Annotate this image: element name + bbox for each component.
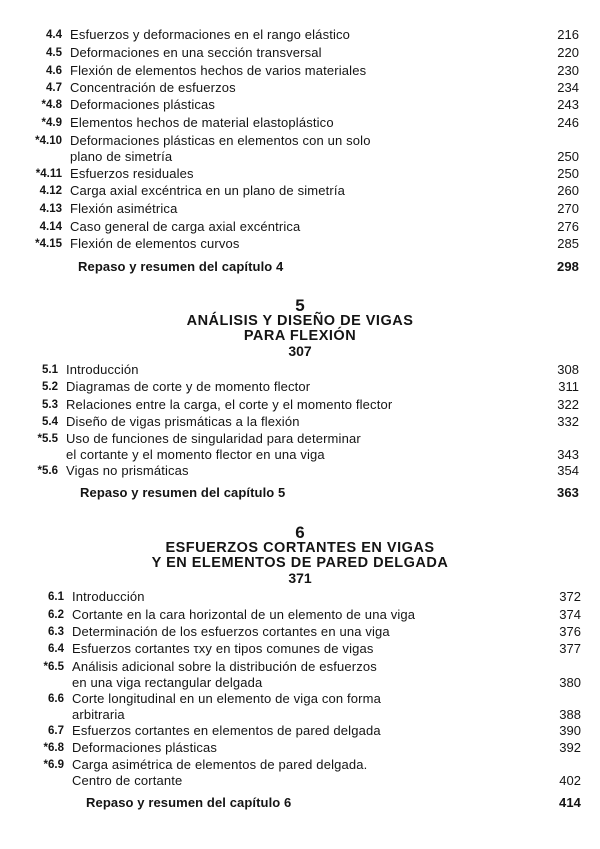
toc-entry <box>30 397 579 413</box>
title-line: Esfuerzos residuales <box>70 166 194 181</box>
section-title <box>72 740 581 756</box>
chapter-number: 6 <box>295 523 305 542</box>
title-line: Diagramas de corte y de momento flector <box>66 379 311 394</box>
section-title <box>70 27 579 43</box>
title-line: Centro de cortante <box>72 773 183 788</box>
section-number: *6.5 <box>43 661 64 673</box>
section-title <box>66 431 579 463</box>
page-number: 380 <box>559 675 581 690</box>
title-line: en una viga rectangular delgada <box>72 675 263 690</box>
section-number: 4.13 <box>39 203 62 215</box>
page-number: 388 <box>559 707 581 722</box>
toc-entry <box>34 219 579 235</box>
chapter-title-line: Y EN ELEMENTOS DE PARED DELGADA <box>151 555 449 571</box>
page-number: 343 <box>557 447 579 462</box>
section-number: 6.6 <box>48 693 64 705</box>
title-line: Deformaciones plásticas <box>70 97 216 112</box>
section-title <box>70 201 579 217</box>
title-line: Vigas no prismáticas <box>66 463 189 478</box>
title-line: Deformaciones plásticas <box>72 740 218 755</box>
page-number: 414 <box>559 795 581 810</box>
toc-entry <box>36 641 581 657</box>
section-title <box>72 757 581 789</box>
section-title <box>70 45 579 61</box>
section-number: *5.5 <box>37 433 58 445</box>
chapter-number: 5 <box>295 296 305 315</box>
section-number: *4.11 <box>35 168 62 180</box>
title-line: arbitraria <box>72 707 125 722</box>
section-number: 5.2 <box>42 381 58 393</box>
section-number: 6.7 <box>48 725 64 737</box>
toc-entry <box>34 80 579 96</box>
page-number: 311 <box>558 379 579 394</box>
page-number: 374 <box>559 607 581 622</box>
section-title <box>72 659 581 691</box>
toc-entry <box>30 379 579 395</box>
toc-entry <box>30 414 579 430</box>
toc-entry <box>34 183 579 199</box>
title-line: Determinación de los esfuerzos cortantes en una viga <box>72 624 390 639</box>
page-number: 216 <box>557 27 579 42</box>
toc-entry <box>36 607 581 623</box>
section-number: *6.8 <box>43 742 64 754</box>
page-number: 220 <box>557 45 579 60</box>
section-title <box>70 219 579 235</box>
section-number: *4.15 <box>35 238 62 250</box>
section-title <box>70 115 579 131</box>
title-line: Elementos hechos de material elastoplástico <box>70 115 334 130</box>
title-line: Corte longitudinal en un elemento de viga con forma <box>72 691 382 706</box>
section-number: 6.2 <box>48 609 64 621</box>
title-line: Caso general de carga axial excéntrica <box>70 219 301 234</box>
title-line: Flexión de elementos hechos de varios materiales <box>70 63 367 78</box>
section-number: 5.4 <box>42 416 58 428</box>
title-line: Concentración de esfuerzos <box>70 80 236 95</box>
summary-label: Repaso y resumen del capítulo 6 <box>86 795 292 810</box>
section-number: 6.4 <box>48 643 64 655</box>
chapter-summary <box>78 259 579 275</box>
section-title <box>70 63 579 79</box>
title-line: Análisis adicional sobre la distribución de esfuerzos <box>72 659 377 674</box>
section-title <box>72 589 581 605</box>
chapter-summary <box>86 795 581 811</box>
page-number: 260 <box>557 183 579 198</box>
title-line: Introducción <box>72 589 145 604</box>
page-number: 246 <box>557 115 579 130</box>
title-line: plano de simetría <box>70 149 173 164</box>
chapter-start-page: 371 <box>288 570 312 586</box>
section-number: 4.7 <box>46 82 62 94</box>
title-line: Deformaciones plásticas en elementos con un solo <box>70 133 371 148</box>
toc-entry <box>36 589 581 605</box>
section-number: *6.9 <box>43 759 64 771</box>
title-line: Carga asimétrica de elementos de pared delgada. <box>72 757 368 772</box>
chapter-5-heading <box>0 297 600 359</box>
toc-entry <box>34 63 579 79</box>
page-number: 392 <box>559 740 581 755</box>
section-number: 6.3 <box>48 626 64 638</box>
section-title <box>72 641 581 657</box>
section-number: *5.6 <box>37 465 58 477</box>
summary-label: Repaso y resumen del capítulo 4 <box>78 259 284 274</box>
section-title <box>70 236 579 252</box>
title-line: Relaciones entre la carga, el corte y el momento flector <box>66 397 393 412</box>
title-line: Esfuerzos cortantes en elementos de pared delgada <box>72 723 381 738</box>
section-title <box>72 607 581 623</box>
page-number: 372 <box>559 589 581 604</box>
section-title <box>70 80 579 96</box>
section-number: 5.1 <box>42 364 58 376</box>
section-title <box>66 397 579 413</box>
toc-entry <box>30 463 579 479</box>
page-number: 285 <box>557 236 579 251</box>
chapter-title-line: ESFUERZOS CORTANTES EN VIGAS <box>165 540 435 556</box>
section-number: 4.12 <box>39 185 62 197</box>
page-number: 276 <box>557 219 579 234</box>
section-title <box>70 166 579 182</box>
page-number: 234 <box>557 80 579 95</box>
toc-entry <box>34 115 579 131</box>
section-title <box>72 624 581 640</box>
section-number: 4.4 <box>46 29 62 41</box>
section-title <box>66 379 579 395</box>
page-number: 354 <box>557 463 579 478</box>
section-title <box>66 414 579 430</box>
page-number: 270 <box>557 201 579 216</box>
title-line: Introducción <box>66 362 139 377</box>
chapter-start-page: 307 <box>288 343 312 359</box>
section-number: 5.3 <box>42 399 58 411</box>
page-number: 243 <box>557 97 579 112</box>
section-number: *4.9 <box>41 117 62 129</box>
page-number: 308 <box>557 362 579 377</box>
title-line: Cortante en la cara horizontal de un elemento de una viga <box>72 607 416 622</box>
toc-entry <box>34 133 579 165</box>
section-title <box>66 362 579 378</box>
title-line: Flexión asimétrica <box>70 201 178 216</box>
toc-entry <box>34 236 579 252</box>
page-number: 390 <box>559 723 581 738</box>
chapter-summary <box>80 485 579 501</box>
page-number: 250 <box>557 166 579 181</box>
title-line: Uso de funciones de singularidad para determinar <box>66 431 361 446</box>
page-number: 250 <box>557 149 579 164</box>
title-line: Carga axial excéntrica en un plano de simetría <box>70 183 345 198</box>
toc-entry <box>36 740 581 756</box>
toc-entry <box>34 166 579 182</box>
toc-entry <box>30 431 579 463</box>
page-number: 402 <box>559 773 581 788</box>
page-number: 332 <box>557 414 579 429</box>
section-title <box>66 463 579 479</box>
chapter-6-heading <box>0 524 600 586</box>
section-number: 6.1 <box>48 591 64 603</box>
toc-entry <box>34 45 579 61</box>
title-line: el cortante y el momento flector en una viga <box>66 447 325 462</box>
section-number: 4.6 <box>46 65 62 77</box>
section-number: *4.10 <box>35 135 62 147</box>
toc-entry <box>36 659 581 691</box>
toc-entry <box>36 624 581 640</box>
page-number: 376 <box>559 624 581 639</box>
title-line: Flexión de elementos curvos <box>70 236 240 251</box>
page-number: 298 <box>557 259 579 274</box>
toc-entry <box>36 757 581 789</box>
page-number: 363 <box>557 485 579 500</box>
section-title <box>70 133 579 165</box>
section-number: *4.8 <box>41 99 62 111</box>
summary-label: Repaso y resumen del capítulo 5 <box>80 485 286 500</box>
toc-entry <box>34 27 579 43</box>
chapter-title-line: ANÁLISIS Y DISEÑO DE VIGAS <box>186 313 414 329</box>
toc-entry <box>36 723 581 739</box>
chapter-title-line: PARA FLEXIÓN <box>243 328 357 344</box>
section-title <box>70 97 579 113</box>
section-title <box>70 183 579 199</box>
section-number: 4.5 <box>46 47 62 59</box>
section-title <box>72 723 581 739</box>
section-title <box>72 691 581 723</box>
toc-entry <box>30 362 579 378</box>
toc-entry <box>34 97 579 113</box>
page-number: 322 <box>557 397 579 412</box>
page-number: 230 <box>557 63 579 78</box>
title-line: Diseño de vigas prismáticas a la flexión <box>66 414 300 429</box>
page-number: 377 <box>559 641 581 656</box>
section-number: 4.14 <box>39 221 62 233</box>
title-line: Esfuerzos y deformaciones en el rango elástico <box>70 27 351 42</box>
title-line: Esfuerzos cortantes τxy en tipos comunes de vigas <box>72 641 374 656</box>
toc-entry <box>36 691 581 723</box>
title-line: Deformaciones en una sección transversal <box>70 45 322 60</box>
toc-entry <box>34 201 579 217</box>
